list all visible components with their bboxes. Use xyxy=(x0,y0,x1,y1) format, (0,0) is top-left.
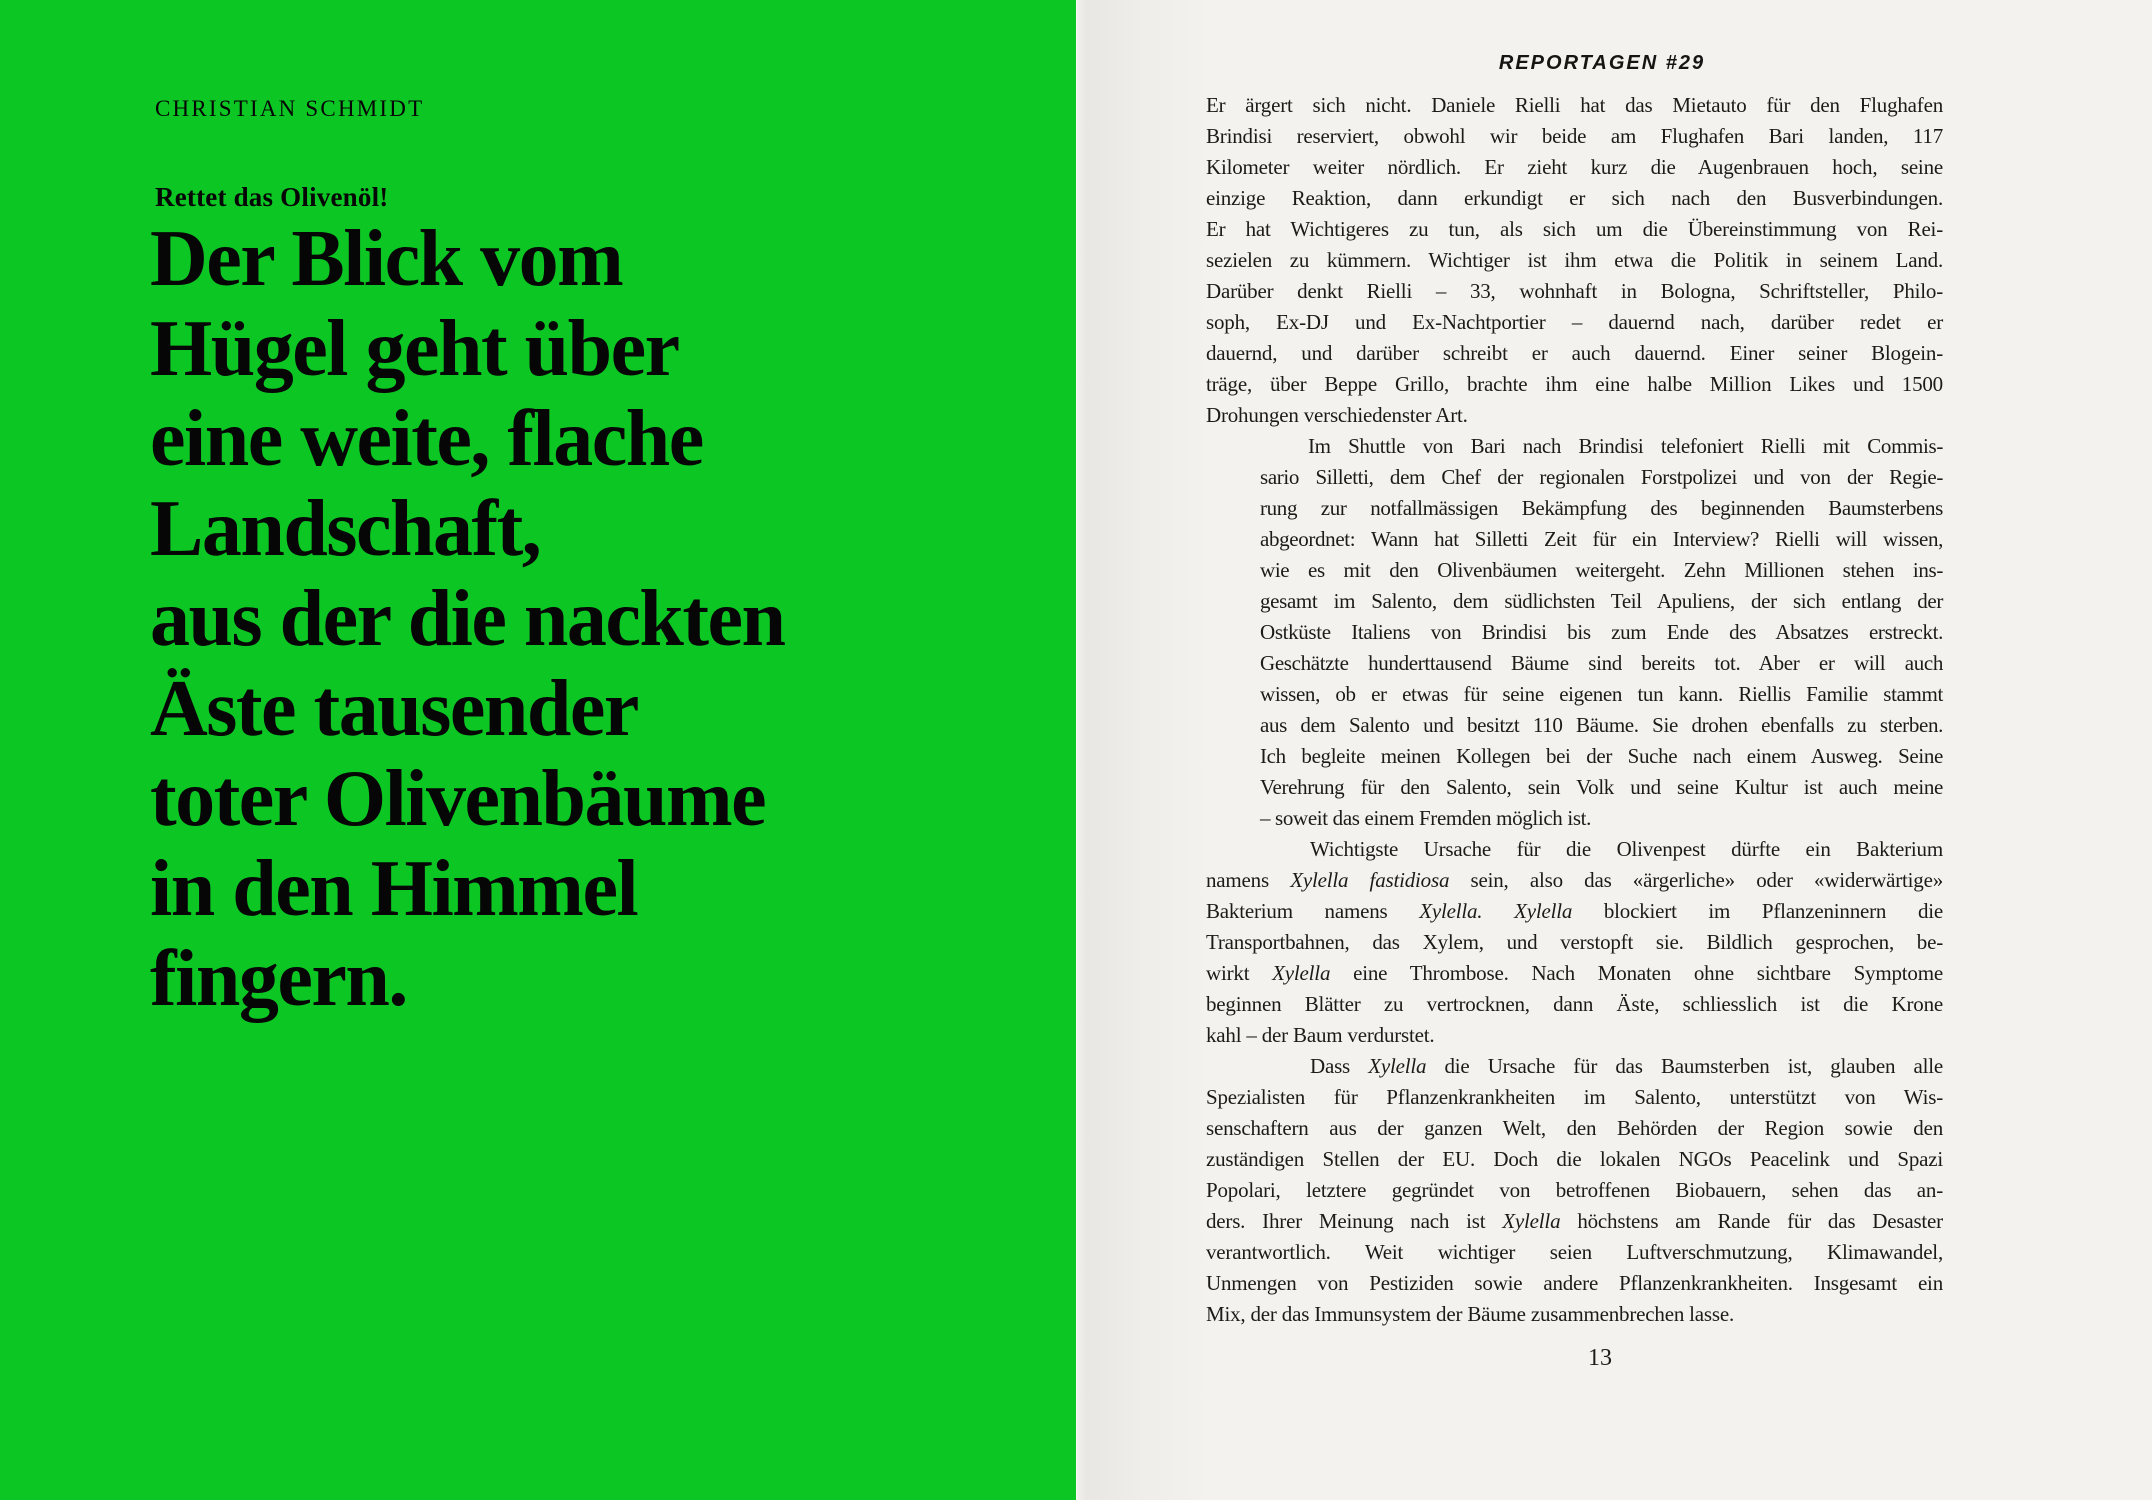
text: kahl – der Baum verdurstet. xyxy=(1206,1023,1435,1047)
text: Transportbahnen, das Xylem, und verstopft sie. Bildlich gesprochen, be- xyxy=(1206,930,1943,954)
body-line xyxy=(1206,834,1943,865)
headline-line: fingern. xyxy=(150,935,407,1023)
body-line xyxy=(1206,121,1943,152)
text: rung zur notfallmässigen Bekämpfung des beginnenden Baumsterbens xyxy=(1260,496,1943,520)
text: soph, Ex-DJ und Ex-Nachtportier – dauernd nach, darüber redet er xyxy=(1206,310,1943,334)
body-line xyxy=(1260,493,1943,524)
text: zuständigen Stellen der EU. Doch die lokalen NGOs Peacelink und Spazi xyxy=(1206,1147,1943,1171)
author-name: CHRISTIAN SCHMIDT xyxy=(155,96,425,121)
body-line xyxy=(1206,245,1943,276)
body-line xyxy=(1206,896,1943,927)
italic-text: Xylella xyxy=(1502,1209,1561,1233)
italic-text: Xylella. Xylella xyxy=(1419,899,1573,923)
text: Drohungen verschiedenster Art. xyxy=(1206,403,1468,427)
body-line xyxy=(1206,338,1943,369)
body-line xyxy=(1206,1206,1943,1237)
text: wirkt xyxy=(1206,961,1273,985)
body-line xyxy=(1206,152,1943,183)
headline-line: eine weite, flache xyxy=(150,395,703,483)
text: Bakterium namens xyxy=(1206,899,1420,923)
body-line xyxy=(1206,1051,1943,1082)
body-line xyxy=(1260,462,1943,493)
body-line xyxy=(1206,90,1943,121)
text: Spezialisten für Pflanzenkrankheiten im Salento, unterstützt von Wis- xyxy=(1206,1085,1943,1109)
paragraph xyxy=(1206,90,1943,431)
headline-line: Äste tausender xyxy=(150,665,638,753)
text: Popolari, letztere gegründet von betroffenen Biobauern, sehen das an- xyxy=(1206,1178,1943,1202)
body-line xyxy=(1206,183,1943,214)
body-line xyxy=(1206,400,1943,431)
text: Mix, der das Immunsystem der Bäume zusammenbrechen lasse. xyxy=(1206,1302,1735,1326)
paragraph xyxy=(1260,431,1943,834)
text: Wichtigste Ursache für die Olivenpest dürfte ein Bakterium xyxy=(1310,837,1943,861)
running-head: REPORTAGEN #29 xyxy=(1498,52,1706,74)
text: senschaftern aus der ganzen Welt, den Behörden der Region sowie den xyxy=(1206,1116,1943,1140)
text: sario Silletti, dem Chef der regionalen Forstpolizei und von der Regie- xyxy=(1260,465,1943,489)
body-line xyxy=(1206,1237,1943,1268)
body-line xyxy=(1260,679,1943,710)
body-line xyxy=(1206,369,1943,400)
text: die Ursache für das Baumsterben ist, glauben alle xyxy=(1426,1054,1943,1078)
body-line xyxy=(1206,958,1943,989)
body-line xyxy=(1206,1268,1943,1299)
body-line xyxy=(1260,741,1943,772)
text: dauernd, und darüber schreibt er auch dauernd. Einer seiner Blogein- xyxy=(1206,341,1943,365)
text: wie es mit den Olivenbäumen weitergeht. Zehn Millionen stehen ins- xyxy=(1260,558,1943,582)
body-line xyxy=(1206,1082,1943,1113)
body-line xyxy=(1260,803,1943,834)
body-line xyxy=(1260,617,1943,648)
headline-line: aus der die nackten xyxy=(150,575,785,663)
text: Darüber denkt Rielli – 33, wohnhaft in Bologna, Schriftsteller, Philo- xyxy=(1206,279,1943,303)
text: Ich begleite meinen Kollegen bei der Suche nach einem Ausweg. Seine xyxy=(1260,744,1943,768)
text: gesamt im Salento, dem südlichsten Teil Apuliens, der sich entlang der xyxy=(1260,589,1943,613)
paragraph xyxy=(1206,834,1943,1051)
text: Verehrung für den Salento, sein Volk und seine Kultur ist auch meine xyxy=(1260,775,1943,799)
text: Im Shuttle von Bari nach Brindisi telefoniert Rielli mit Commis- xyxy=(1308,434,1943,458)
paragraph xyxy=(1206,1051,1943,1330)
text: eine Thrombose. Nach Monaten ohne sichtbare Symptome xyxy=(1330,961,1943,985)
body-line xyxy=(1206,307,1943,338)
text: Kilometer weiter nördlich. Er zieht kurz die Augenbrauen hoch, seine xyxy=(1206,155,1943,179)
text: Er ärgert sich nicht. Daniele Rielli hat das Mietauto für den Flughafen xyxy=(1206,93,1943,117)
text: blockiert im Pflanzeninnern die xyxy=(1572,899,1943,923)
body-line xyxy=(1206,927,1943,958)
body-line xyxy=(1206,1144,1943,1175)
text: träge, über Beppe Grillo, brachte ihm eine halbe Million Likes und 1500 xyxy=(1206,372,1943,396)
headline-line: Hügel geht über xyxy=(150,305,679,393)
body-line xyxy=(1260,524,1943,555)
text: Unmengen von Pestiziden sowie andere Pflanzenkrankheiten. Insgesamt ein xyxy=(1206,1271,1943,1295)
body-line xyxy=(1206,989,1943,1020)
text: wissen, ob er etwas für seine eigenen tun kann. Riellis Familie stammt xyxy=(1260,682,1943,706)
body-line xyxy=(1260,431,1943,462)
text: ders. Ihrer Meinung nach ist xyxy=(1206,1209,1503,1233)
body-line xyxy=(1206,1175,1943,1206)
body-line xyxy=(1206,1020,1943,1051)
text: einzige Reaktion, dann erkundigt er sich nach den Busverbindungen. xyxy=(1206,186,1943,210)
text: abgeordnet: Wann hat Silletti Zeit für ein Interview? Rielli will wissen, xyxy=(1260,527,1943,551)
text: namens xyxy=(1206,868,1291,892)
text: Geschätzte hunderttausend Bäume sind bereits tot. Aber er will auch xyxy=(1260,651,1943,675)
text: verantwortlich. Weit wichtiger seien Luftverschmutzung, Klimawandel, xyxy=(1206,1240,1943,1264)
text: beginnen Blätter zu vertrocknen, dann Äste, schliesslich ist die Krone xyxy=(1206,992,1943,1016)
text: Brindisi reserviert, obwohl wir beide am Flughafen Bari landen, 117 xyxy=(1206,124,1943,148)
text: sein, also das «ärgerliche» oder «widerwärtige» xyxy=(1449,868,1943,892)
text: höchstens am Rande für das Desaster xyxy=(1560,1209,1943,1233)
headline-line: Der Blick vom xyxy=(150,215,623,303)
text: Dass xyxy=(1310,1054,1369,1078)
italic-text: Xylella xyxy=(1272,961,1331,985)
article-headline xyxy=(150,214,1080,1024)
article-kicker: Rettet das Olivenöl! xyxy=(155,182,389,212)
text: sezielen zu kümmern. Wichtiger ist ihm etwa die Politik in seinem Land. xyxy=(1206,248,1943,272)
italic-text: Xylella xyxy=(1368,1054,1427,1078)
text: Er hat Wichtigeres zu tun, als sich um die Übereinstimmung von Rei- xyxy=(1206,217,1943,241)
italic-text: Xylella fastidiosa xyxy=(1290,868,1450,892)
text: Ostküste Italiens von Brindisi bis zum Ende des Absatzes erstreckt. xyxy=(1260,620,1943,644)
page-number: 13 xyxy=(1588,1345,1612,1371)
text: aus dem Salento und besitzt 110 Bäume. Sie drohen ebenfalls zu sterben. xyxy=(1260,713,1943,737)
article-body xyxy=(1206,90,1943,1330)
body-line xyxy=(1260,772,1943,803)
body-line xyxy=(1260,555,1943,586)
body-line xyxy=(1260,586,1943,617)
body-line xyxy=(1260,710,1943,741)
body-line xyxy=(1206,865,1943,896)
text: – soweit das einem Fremden möglich ist. xyxy=(1260,806,1592,830)
headline-line: in den Himmel xyxy=(150,845,638,933)
body-line xyxy=(1206,214,1943,245)
body-line xyxy=(1206,1299,1943,1330)
body-line xyxy=(1260,648,1943,679)
body-line xyxy=(1206,1113,1943,1144)
headline-line: toter Olivenbäume xyxy=(150,755,766,843)
headline-line: Landschaft, xyxy=(150,485,541,573)
right-page xyxy=(1076,0,2152,1500)
body-line xyxy=(1206,276,1943,307)
